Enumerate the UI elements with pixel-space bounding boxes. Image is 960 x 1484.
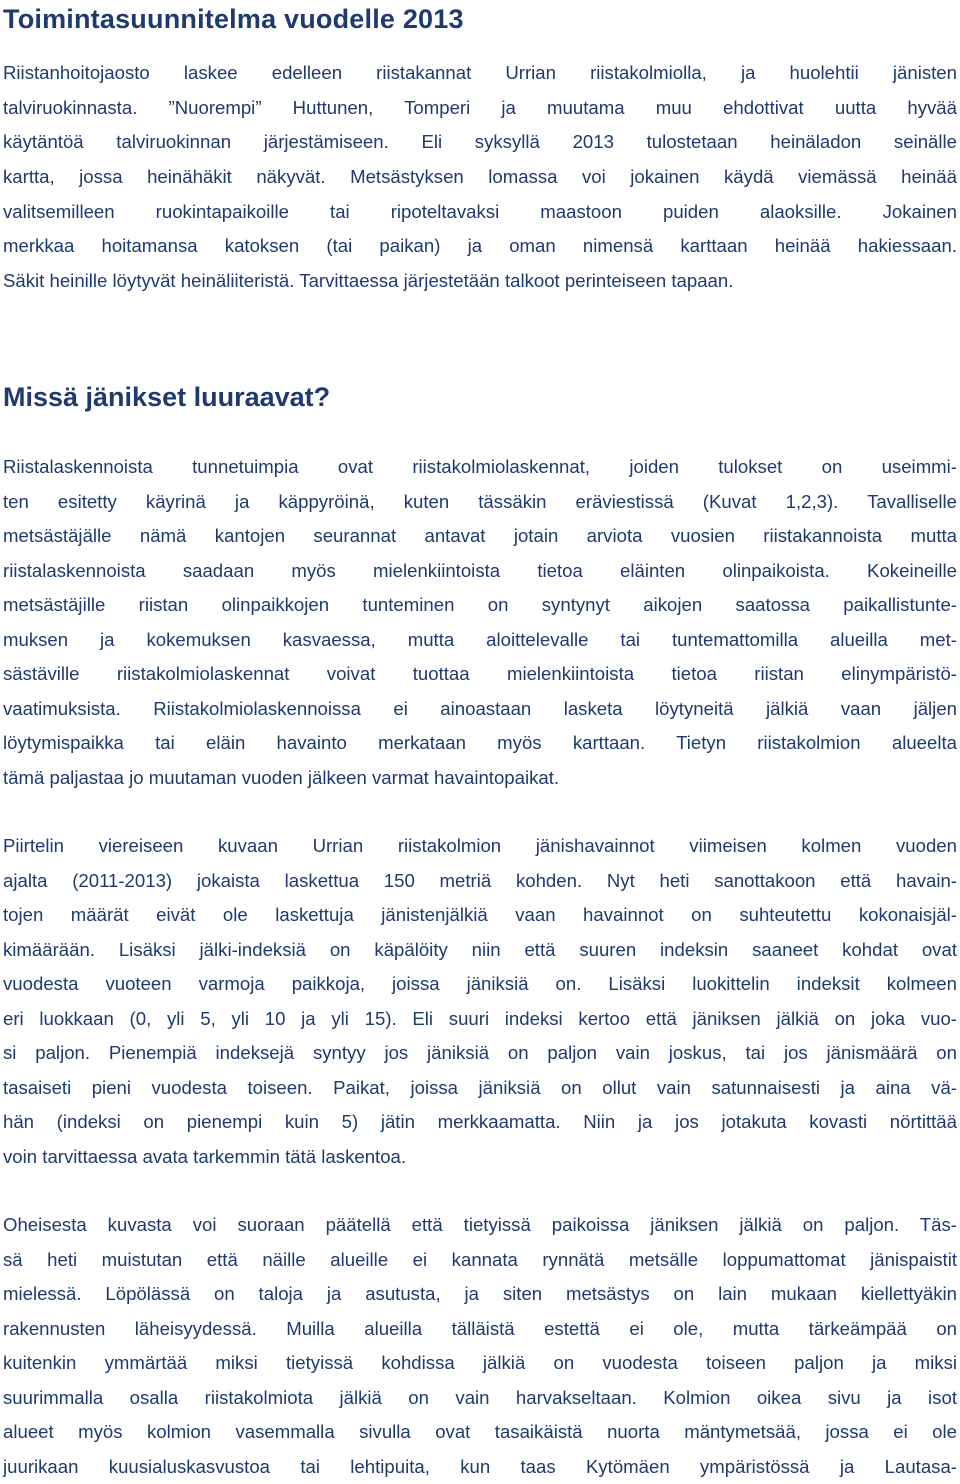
text-line: kuitenkin ymmärtää miksi tietyissä kohdissa jälkiä on vuodesta toiseen paljon ja miksi <box>3 1352 957 1374</box>
text-line: ten esitetty käyrinä ja käppyröinä, kuten tässäkin eräviestissä (Kuvat 1,2,3). Tavalliselle <box>3 490 957 512</box>
text-line: Piirtelin viereiseen kuvaan Urrian riistakolmion jänishavainnot viimeisen kolmen vuoden <box>3 835 957 856</box>
text-line: juurikaan kuusialuskasvustoa tai lehtipuita, kun taas Kytömäen ympäristössä ja Lautasa- <box>3 1455 957 1477</box>
text-line: talviruokinnasta. ”Nuorempi” Huttunen, Tomperi ja muutama muu ehdottivat uutta hyvää <box>3 96 957 118</box>
text-line: vuodesta vuoteen varmoja paikkoja, joissa jäniksiä on. Lisäksi luokittelin indeksit kolmeen <box>3 973 957 995</box>
text-line: Säkit heinille löytyvät heinäliiteristä. Tarvittaessa järjestetään talkoot perinteiseen tapaan. <box>3 269 734 291</box>
text-line: merkkaa hoitamansa katoksen (tai paikan) ja oman nimensä karttaan heinää hakiessaan. <box>3 235 957 257</box>
text-line: sä heti muistutan että näille alueille ei kannata rynnätä metsälle loppumattomat jänispaistit <box>3 1248 957 1270</box>
text-line: valitsemilleen ruokintapaikoille tai ripoteltavaksi maastoon puiden alaoksille. Jokainen <box>3 200 957 222</box>
page-title: Toimintasuunnitelma vuodelle 2013 <box>3 4 464 34</box>
paragraph-plan <box>3 56 957 299</box>
text-line: suurimmalla osalla riistakolmiota jälkiä on vain harvakseltaan. Kolmion oikea sivu ja isot <box>3 1386 957 1408</box>
text-line: kimäärään. Lisäksi jälki-indeksiä on käpälöity niin että suuren indeksin saaneet kohdat ovat <box>3 938 957 960</box>
text-line: kartta, jossa heinähäkit näkyvät. Metsästyksen lomassa voi jokainen käydä viemässä heinää <box>3 165 957 187</box>
text-line: rakennusten läheisyydessä. Muilla alueilla tälläistä estettä ei ole, mutta tärkeämpää on <box>3 1317 957 1339</box>
text-line: si paljon. Pienempiä indeksejä syntyy jos jäniksiä on paljon vain joskus, tai jos jänismäärä on <box>3 1042 957 1064</box>
text-line: voin tarvittaessa avata tarkemmin tätä laskentoa. <box>3 1145 407 1167</box>
text-line: Riistanhoitojaosto laskee edelleen riistakannat Urrian riistakolmiolla, ja huolehtii jänisten <box>3 62 957 83</box>
paragraph-map <box>3 829 957 1174</box>
section-heading: Missä jänikset luuraavat? <box>3 382 331 412</box>
text-line: Oheisesta kuvasta voi suoraan päätellä että tietyissä paikoissa jäniksen jälkiä on paljon. Täs- <box>3 1214 957 1235</box>
text-line: alueet myös kolmion vasemmalla sivulla ovat tasaikäistä nuorta mäntymetsää, jossa ei ole <box>3 1421 957 1443</box>
text-line: riistalaskennoista saadaan myös mielenkiintoista tietoa eläinten olinpaikoista. Kokeineille <box>3 559 957 581</box>
text-line: tämä paljastaa jo muutaman vuoden jälkeen varmat havaintopaikat. <box>3 766 560 788</box>
text-line: metsästäjälle nämä kantojen seurannat antavat jotain arviota vuosien riistakannoista mutta <box>3 525 957 547</box>
text-line: sästäville riistakolmiolaskennat voivat tuottaa mielenkiintoista tietoa riistan elinympäristö- <box>3 663 957 685</box>
text-line: mielessä. Löpölässä on taloja ja asutusta, ja siten metsästys on lain mukaan kiellettyäkin <box>3 1283 957 1305</box>
text-line: muksen ja kokemuksen kasvaessa, mutta aloittelevalle tai tuntemattomilla alueilla met- <box>3 628 957 650</box>
text-line: tojen määrät eivät ole laskettuja jänistenjälkiä vaan havainnot on suhteutettu kokonaisjäl- <box>3 904 957 926</box>
text-line: eri luokkaan (0, yli 5, yli 10 ja yli 15). Eli suuri indeksi kertoo että jäniksen jälkiä on joka vuo- <box>3 1007 957 1029</box>
text-line: ajalta (2011-2013) jokaista laskettua 150 metriä kohden. Nyt heti sanottakoon että havain- <box>3 869 957 891</box>
text-line: vaatimuksista. Riistakolmiolaskennoissa ei ainoastaan lasketa löytyneitä jälkiä vaan jäljen <box>3 697 957 719</box>
text-line: hän (indeksi on pienempi kuin 5) jätin merkkaamatta. Niin ja jos jotakuta kovasti nörtittää <box>3 1111 957 1133</box>
paragraph-analysis <box>3 1208 957 1484</box>
text-line: metsästäjille riistan olinpaikkojen tunteminen on syntynyt aikojen saatossa paikallistunte- <box>3 594 957 616</box>
text-line: Riistalaskennoista tunnetuimpia ovat riistakolmiolaskennat, joiden tulokset on useimmi- <box>3 456 957 477</box>
text-line: tasaiseti pieni vuodesta toiseen. Paikat, joissa jäniksiä on ollut vain satunnaisesti ja aina vä- <box>3 1076 957 1098</box>
text-line: löytymispaikka tai eläin havainto merkataan myös karttaan. Tietyn riistakolmion alueelta <box>3 732 957 754</box>
text-line: käytäntöä talviruokinnan järjestämiseen. Eli syksyllä 2013 tulostetaan heinäladon seinälle <box>3 131 957 153</box>
paragraph-counts <box>3 450 957 795</box>
